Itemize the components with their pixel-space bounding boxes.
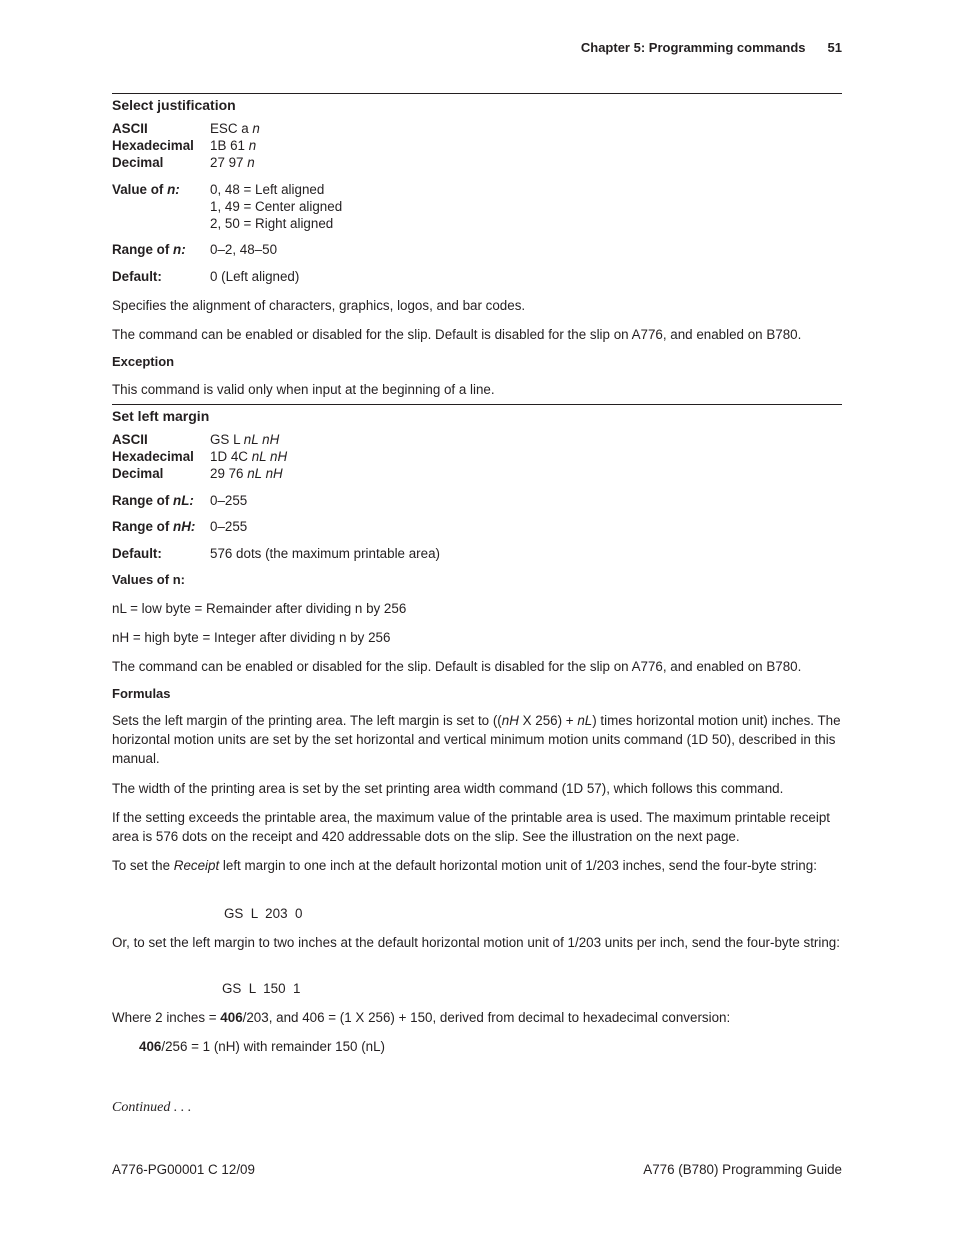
decimal-label: Decimal	[112, 155, 164, 170]
formula-paragraph: Sets the left margin of the printing area. The left margin is set to ((nH X 256) + nL) times horizontal motion unit) inches. The horizontal motion units are set by the set horizontal and vertical minimum motion units command (1D 50), described in this manual.	[112, 713, 841, 766]
decimal-label: Decimal	[112, 466, 164, 481]
code-example: GS L 203 0	[224, 906, 303, 921]
range-of-nl-label: Range of nL:	[112, 493, 194, 508]
range-of-n-label: Range of n:	[112, 242, 186, 257]
section-divider	[112, 404, 842, 405]
continued-note: Continued . . .	[112, 1100, 192, 1115]
default-label: Default:	[112, 546, 162, 561]
body-paragraph: The command can be enabled or disabled for the slip. Default is disabled for the slip on A776, and enabled on B780.	[112, 327, 802, 342]
ascii-value: ESC a n	[210, 121, 260, 136]
body-paragraph: Specifies the alignment of characters, graphics, logos, and bar codes.	[112, 298, 526, 313]
range-of-nh-label: Range of nH:	[112, 519, 196, 534]
exception-heading: Exception	[112, 354, 175, 369]
range-of-nh-value: 0–255	[210, 519, 248, 534]
hex-value: 1D 4C nL nH	[210, 449, 288, 464]
formula-paragraph: To set the Receipt left margin to one inch at the default horizontal motion unit of 1/203 inches, send the four-byte string:	[112, 858, 817, 873]
value-of-n-label: Value of n:	[112, 182, 180, 197]
default-value: 576 dots (the maximum printable area)	[210, 546, 440, 561]
formula-result: 406/256 = 1 (nH) with remainder 150 (nL)	[139, 1039, 386, 1054]
value-line: 0, 48 = Left aligned	[210, 182, 325, 197]
decimal-value: 29 76 nL nH	[210, 466, 283, 481]
exception-text: This command is valid only when input at the beginning of a line.	[112, 382, 495, 397]
formula-paragraph: If the setting exceeds the printable area, the maximum value of the printable area is used. The maximum printable receipt area is 576 dots on the receipt and 420 addressable dots on the slip. See the illustration on the next page.	[112, 810, 831, 844]
range-of-n-value: 0–2, 48–50	[210, 242, 278, 257]
formula-paragraph: Or, to set the left margin to two inches at the default horizontal motion unit of 1/203 units per inch, send the four-byte string:	[112, 935, 840, 950]
value-line: 1, 49 = Center aligned	[210, 199, 343, 214]
ascii-label: ASCII	[112, 121, 148, 136]
hex-label: Hexadecimal	[112, 449, 194, 464]
code-example: GS L 150 1	[222, 981, 301, 996]
hex-value: 1B 61 n	[210, 138, 257, 153]
decimal-value: 27 97 n	[210, 155, 255, 170]
chapter-title: Chapter 5: Programming commands	[580, 40, 806, 55]
default-label: Default:	[112, 269, 162, 284]
section-title-select-justification: Select justification	[112, 97, 236, 113]
body-paragraph: The command can be enabled or disabled for the slip. Default is disabled for the slip on A776, and enabled on B780.	[112, 659, 802, 674]
default-value: 0 (Left aligned)	[210, 269, 300, 284]
section-title-set-left-margin: Set left margin	[112, 408, 210, 424]
ascii-label: ASCII	[112, 432, 148, 447]
hex-label: Hexadecimal	[112, 138, 194, 153]
range-of-nl-value: 0–255	[210, 493, 248, 508]
running-header	[581, 38, 842, 57]
formula-paragraph: Where 2 inches = 406/203, and 406 = (1 X 256) + 150, derived from decimal to hexadecimal conversion:	[112, 1010, 731, 1025]
value-line: 2, 50 = Right aligned	[210, 216, 334, 231]
footer-guide-title: A776 (B780) Programming Guide	[643, 1162, 842, 1177]
ascii-value: GS L nL nH	[210, 432, 280, 447]
nl-definition: nL = low byte = Remainder after dividing n by 256	[112, 601, 407, 616]
values-of-n-heading: Values of n:	[112, 572, 185, 587]
formula-paragraph: The width of the printing area is set by the set printing area width command (1D 57), which follows this command.	[112, 781, 784, 796]
nh-definition: nH = high byte = Integer after dividing n by 256	[112, 630, 391, 645]
formulas-heading: Formulas	[112, 686, 171, 701]
page-number: 51	[827, 40, 842, 55]
footer-doc-id: A776-PG00001 C 12/09	[112, 1162, 255, 1177]
section-divider	[112, 93, 842, 94]
